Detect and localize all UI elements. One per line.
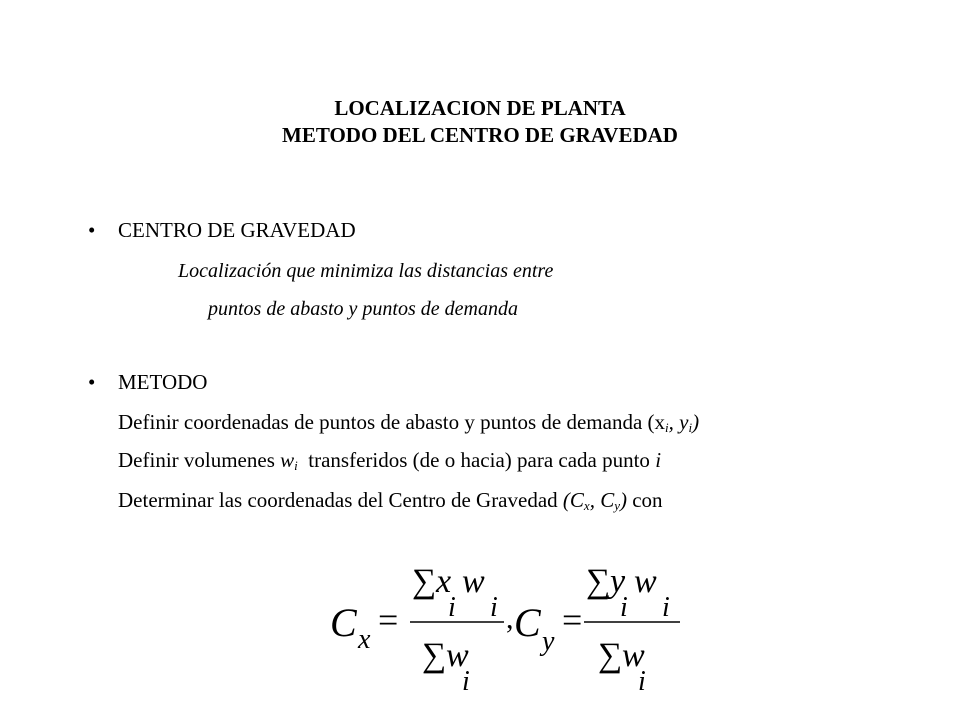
formula-i-sub-5: i: [662, 592, 670, 623]
formula-w-denominator-1: w: [446, 637, 469, 674]
section-heading: METODO: [118, 370, 208, 394]
formula-w-denominator-2: w: [622, 637, 645, 674]
bullet-point: •: [88, 370, 96, 394]
step-3-cx: (C: [562, 488, 584, 512]
formula-cy-subscript: y: [542, 626, 555, 657]
subscript-i: i: [688, 420, 693, 435]
formula-y: y: [610, 563, 626, 600]
title-line-2: METODO DEL CENTRO DE GRAVEDAD: [282, 123, 678, 147]
definition-line-2: puntos de abasto y puntos de demanda: [208, 298, 518, 320]
center-of-gravity-formula: [330, 548, 690, 698]
step-2-text-a: Definir volumenes: [118, 448, 281, 472]
step-3-close: ): [619, 488, 627, 512]
formula-comma: ,: [506, 602, 514, 635]
bullet-point: •: [88, 218, 96, 242]
section-heading: CENTRO DE GRAVEDAD: [118, 218, 356, 242]
formula-sum-numerator-2: ∑: [586, 563, 611, 600]
formula-i-sub-4: i: [620, 592, 628, 623]
formula-i-sub-6: i: [638, 666, 646, 697]
subscript-x: x: [583, 498, 590, 513]
subscript-i: i: [665, 420, 669, 435]
subscript-y: y: [614, 498, 620, 513]
formula-sum-numerator-1: ∑: [412, 563, 437, 600]
title-line-1: LOCALIZACION DE PLANTA: [334, 96, 626, 120]
formula-cx: C: [330, 600, 357, 645]
step-1-close: ): [692, 410, 700, 434]
formula-w-numerator-2: w: [634, 563, 657, 600]
slide-title: [0, 95, 960, 149]
formula-cy: C: [514, 600, 541, 645]
formula-w-numerator-1: w: [462, 563, 485, 600]
formula-equals-2: =: [562, 600, 583, 640]
variable-i: i: [655, 448, 662, 472]
formula-sum-denominator-1: ∑: [422, 637, 447, 674]
definition-line-1: Localización que minimiza las distancias entre: [178, 260, 554, 282]
variable-w: w: [280, 448, 295, 472]
method-step-1: [118, 410, 699, 436]
formula-sum-denominator-2: ∑: [598, 637, 623, 674]
formula-i-sub-1: i: [448, 592, 456, 623]
step-3-con: con: [626, 488, 663, 512]
step-2-text-b: transferidos (de o hacia) para cada punto: [297, 448, 656, 472]
formula-x: x: [436, 563, 452, 600]
formula-cx-subscript: x: [358, 624, 371, 655]
method-step-2: [118, 448, 661, 474]
step-1-y: , y: [668, 410, 689, 434]
formula-equals-1: =: [378, 600, 399, 640]
step-1-text: Definir coordenadas de puntos de abasto y puntos de demanda (x: [118, 410, 666, 434]
step-3-cy: , C: [589, 488, 615, 512]
formula-i-sub-2: i: [490, 592, 498, 623]
method-step-3: [118, 488, 663, 514]
formula-i-sub-3: i: [462, 666, 470, 697]
step-3-text-a: Determinar las coordenadas del Centro de Gravedad: [118, 488, 563, 512]
subscript-i: i: [294, 458, 298, 473]
